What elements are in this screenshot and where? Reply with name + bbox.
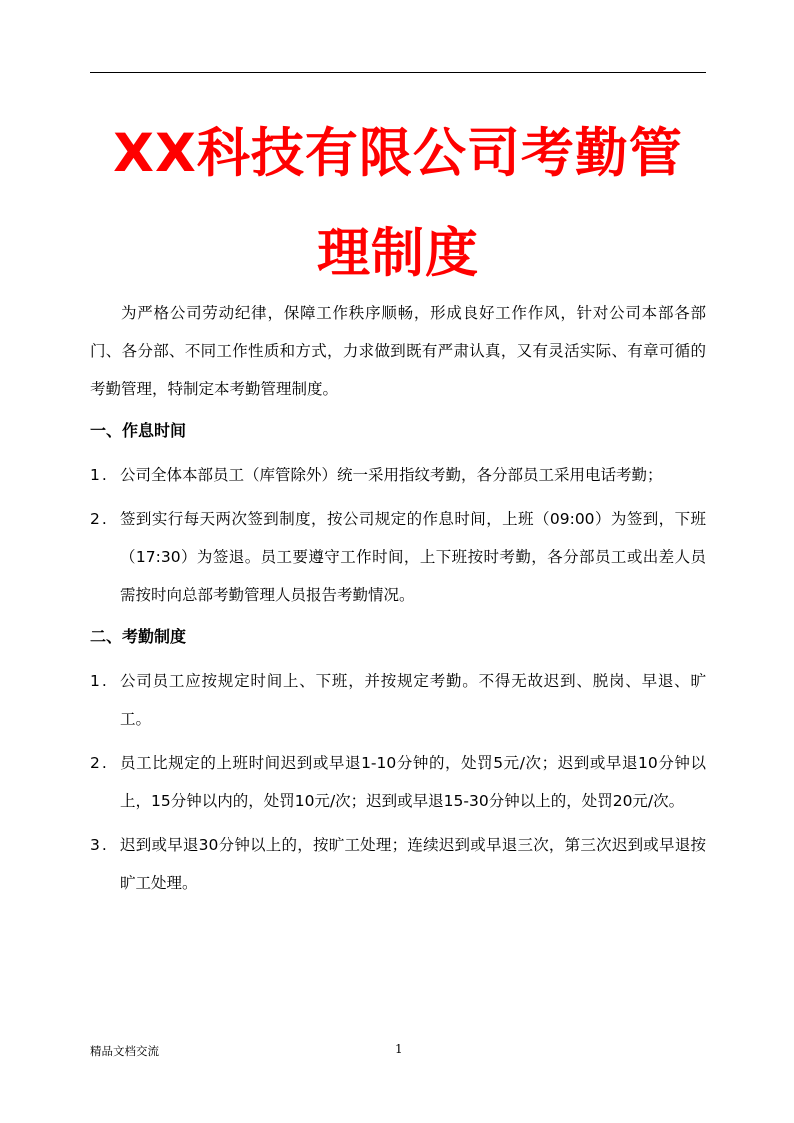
footer-label: 精品文档交流 — [90, 1044, 159, 1058]
header-rule — [90, 72, 706, 73]
list-item-number: 3. — [90, 836, 109, 854]
list-item — [90, 826, 706, 902]
list-item — [90, 662, 706, 738]
document-body — [90, 294, 706, 902]
list-item — [90, 744, 706, 820]
list-item-text: 迟到或早退30分钟以上的，按旷工处理；连续迟到或早退三次，第三次迟到或早退按旷工处理。 — [120, 836, 706, 892]
list-item-text: 员工比规定的上班时间迟到或早退1-10分钟的，处罚5元/次；迟到或早退10分钟以上，15分钟以内的，处罚10元/次；迟到或早退15-30分钟以上的，处罚20元/次。 — [120, 754, 706, 810]
page-number: 1 — [395, 1042, 403, 1056]
list-item — [90, 456, 706, 494]
section-heading-schedule: 一、作息时间 — [90, 421, 187, 440]
list-item-number: 1. — [90, 466, 109, 484]
document-title: XX科技有限公司考勤管理制度 — [113, 123, 683, 284]
list-item-number: 2. — [90, 754, 109, 772]
list-item-number: 2. — [90, 510, 109, 528]
list-item-text: 公司员工应按规定时间上、下班，并按规定考勤。不得无故迟到、脱岗、早退、旷工。 — [120, 672, 706, 728]
list-item-text: 公司全体本部员工（库管除外）统一采用指纹考勤，各分部员工采用电话考勤； — [120, 466, 663, 484]
section-heading-attendance: 二、考勤制度 — [90, 627, 187, 646]
list-item — [90, 500, 706, 614]
list-item-number: 1. — [90, 672, 109, 690]
intro-paragraph: 为严格公司劳动纪律，保障工作秩序顺畅，形成良好工作作风，针对公司本部各部门、各分部、不同工作性质和方式，力求做到既有严肃认真，又有灵活实际、有章可循的考勤管理，特制定本考勤管理制度。 — [90, 304, 706, 398]
list-item-text: 签到实行每天两次签到制度，按公司规定的作息时间，上班（09:00）为签到，下班（17:30）为签退。员工要遵守工作时间，上下班按时考勤，各分部员工或出差人员需按时向总部考勤管理人员报告考勤情况。 — [120, 510, 706, 604]
